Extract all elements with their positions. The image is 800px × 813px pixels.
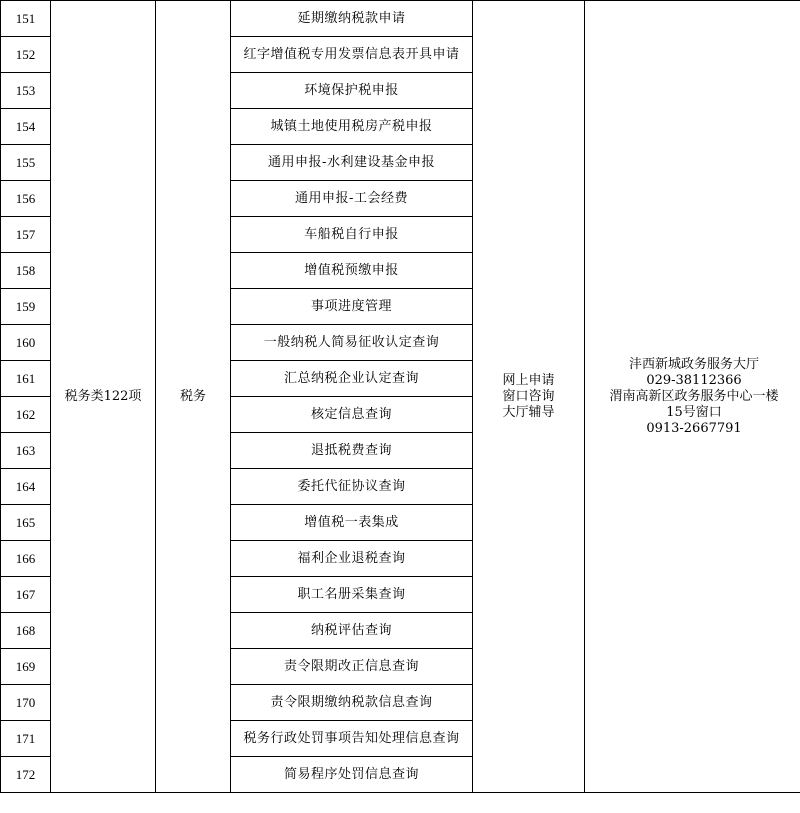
- service-item-name: 福利企业退税查询: [231, 541, 473, 577]
- service-item-name: 车船税自行申报: [231, 217, 473, 253]
- service-item-name: 纳税评估查询: [231, 613, 473, 649]
- service-item-name: 责令限期改正信息查询: [231, 649, 473, 685]
- service-item-name: 汇总纳税企业认定查询: [231, 361, 473, 397]
- service-item-name: 延期缴纳税款申请: [231, 1, 473, 37]
- row-number: 170: [1, 685, 51, 721]
- row-number: 166: [1, 541, 51, 577]
- row-number: 152: [1, 37, 51, 73]
- row-number: 162: [1, 397, 51, 433]
- service-item-name: 通用申报-水利建设基金申报: [231, 145, 473, 181]
- row-number: 163: [1, 433, 51, 469]
- service-location-line: 029-38112366: [646, 372, 742, 388]
- row-number: 159: [1, 289, 51, 325]
- service-method-line: 大厅辅导: [502, 404, 555, 420]
- service-method-line: 网上申请: [502, 372, 555, 388]
- service-item-name: 核定信息查询: [231, 397, 473, 433]
- row-number: 165: [1, 505, 51, 541]
- service-location-line: 沣西新城政务服务大厅: [628, 356, 759, 372]
- row-number: 167: [1, 577, 51, 613]
- row-number: 151: [1, 1, 51, 37]
- row-number: 172: [1, 757, 51, 793]
- service-item-name: 职工名册采集查询: [231, 577, 473, 613]
- row-number: 169: [1, 649, 51, 685]
- subcategory-cell: 税务: [156, 1, 231, 793]
- service-method-cell: [473, 1, 585, 793]
- service-item-name: 税务行政处罚事项告知处理信息查询: [231, 721, 473, 757]
- category-cell: 税务类122项: [51, 1, 156, 793]
- service-item-name: 增值税一表集成: [231, 505, 473, 541]
- service-item-name: 委托代征协议查询: [231, 469, 473, 505]
- row-number: 161: [1, 361, 51, 397]
- row-number: 160: [1, 325, 51, 361]
- service-item-name: 事项进度管理: [231, 289, 473, 325]
- row-number: 154: [1, 109, 51, 145]
- service-item-name: 退抵税费查询: [231, 433, 473, 469]
- service-method-line: 窗口咨询: [502, 388, 555, 404]
- row-number: 155: [1, 145, 51, 181]
- service-item-name: 一般纳税人简易征收认定查询: [231, 325, 473, 361]
- service-item-name: 增值税预缴申报: [231, 253, 473, 289]
- table-row: [1, 1, 800, 37]
- service-location-line: 15号窗口: [666, 404, 722, 420]
- row-number: 158: [1, 253, 51, 289]
- service-location-cell: [585, 1, 800, 793]
- service-item-name: 责令限期缴纳税款信息查询: [231, 685, 473, 721]
- table-body: [1, 1, 800, 793]
- service-location-line: 0913-2667791: [646, 420, 742, 436]
- row-number: 156: [1, 181, 51, 217]
- row-number: 157: [1, 217, 51, 253]
- service-item-name: 城镇土地使用税房产税申报: [231, 109, 473, 145]
- service-location-line: 渭南高新区政务服务中心一楼: [609, 388, 779, 404]
- row-number: 171: [1, 721, 51, 757]
- service-item-name: 简易程序处罚信息查询: [231, 757, 473, 793]
- row-number: 168: [1, 613, 51, 649]
- service-item-name: 通用申报-工会经费: [231, 181, 473, 217]
- row-number: 153: [1, 73, 51, 109]
- row-number: 164: [1, 469, 51, 505]
- service-item-name: 红字增值税专用发票信息表开具申请: [231, 37, 473, 73]
- service-item-name: 环境保护税申报: [231, 73, 473, 109]
